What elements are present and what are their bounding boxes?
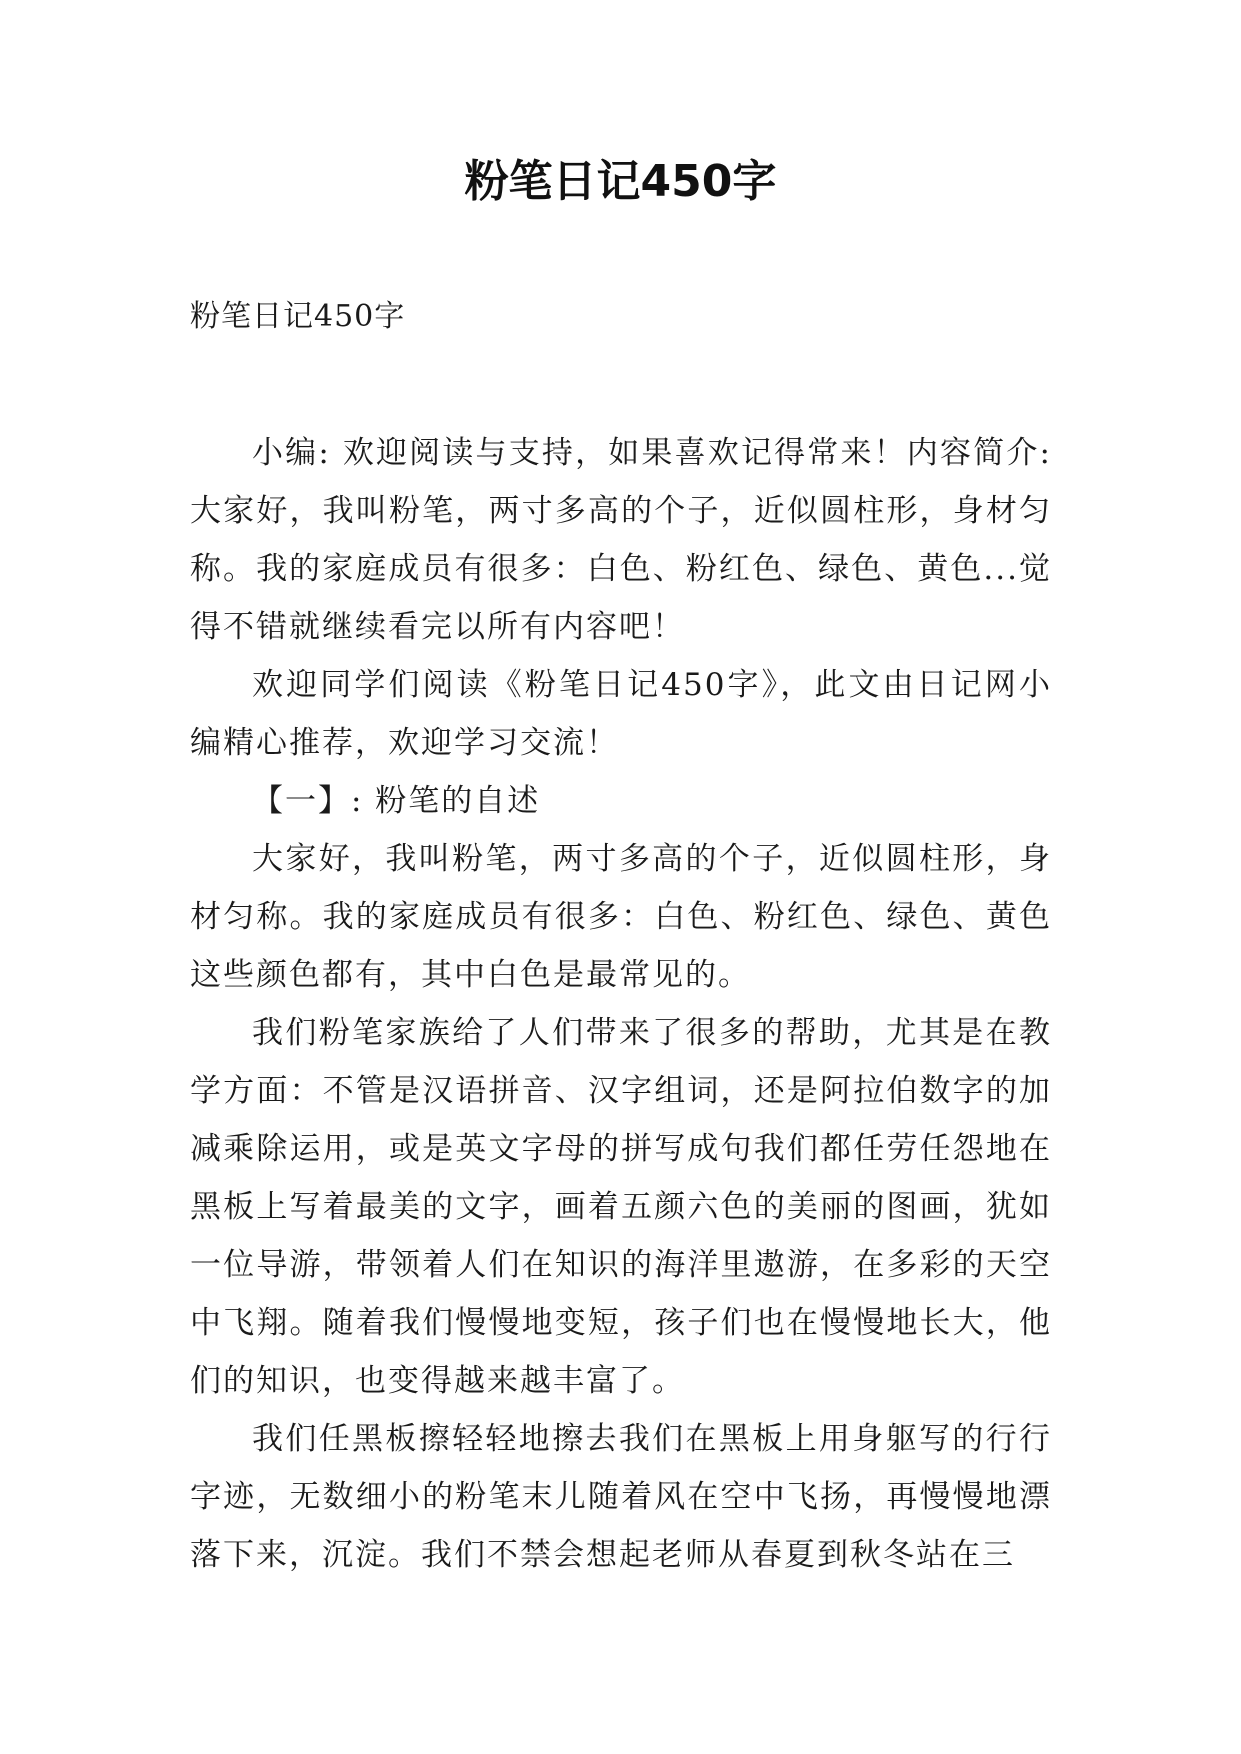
document-title: 粉笔日记450字 bbox=[464, 156, 777, 207]
welcome-paragraph: 欢迎同学们阅读《粉笔日记450字》，此文由日记网小编精心推荐，欢迎学习交流！ bbox=[190, 667, 1052, 761]
document-subtitle: 粉笔日记450字 bbox=[190, 299, 406, 334]
body-paragraph: 大家好，我叫粉笔，两寸多高的个子，近似圆柱形，身材匀称。我的家庭成员有很多：白色、粉红色、绿色、黄色这些颜色都有，其中白色是最常见的。 bbox=[190, 841, 1052, 993]
section-heading: 【一】: 粉笔的自述 bbox=[252, 783, 541, 819]
body-paragraph: 我们粉笔家族给了人们带来了很多的帮助，尤其是在教学方面：不管是汉语拼音、汉字组词，还是阿拉伯数字的加减乘除运用，或是英文字母的拼写成句我们都任劳任怨地在黑板上写着最美的文字，画着五颜六色的美丽的图画，犹如一位导游，带领着人们在知识的海洋里遨游，在多彩的天空中飞翔。随着我们慢慢地变短，孩子们也在慢慢地长大，他们的知识，也变得越来越丰富了。 bbox=[190, 1015, 1052, 1399]
document-body bbox=[190, 288, 1052, 1584]
intro-paragraph: 小编: 欢迎阅读与支持，如果喜欢记得常来！内容简介: 大家好，我叫粉笔，两寸多高的个子，近似圆柱形，身材匀称。我的家庭成员有很多：白色、粉红色、绿色、黄色...觉得不错就继续看完以所有内容吧！ bbox=[190, 435, 1052, 645]
body-paragraph: 我们任黑板擦轻轻地擦去我们在黑板上用身躯写的行行字迹，无数细小的粉笔末儿随着风在空中飞扬，再慢慢地漂落下来，沉淀。我们不禁会想起老师从春夏到秋冬站在三 bbox=[190, 1421, 1052, 1573]
